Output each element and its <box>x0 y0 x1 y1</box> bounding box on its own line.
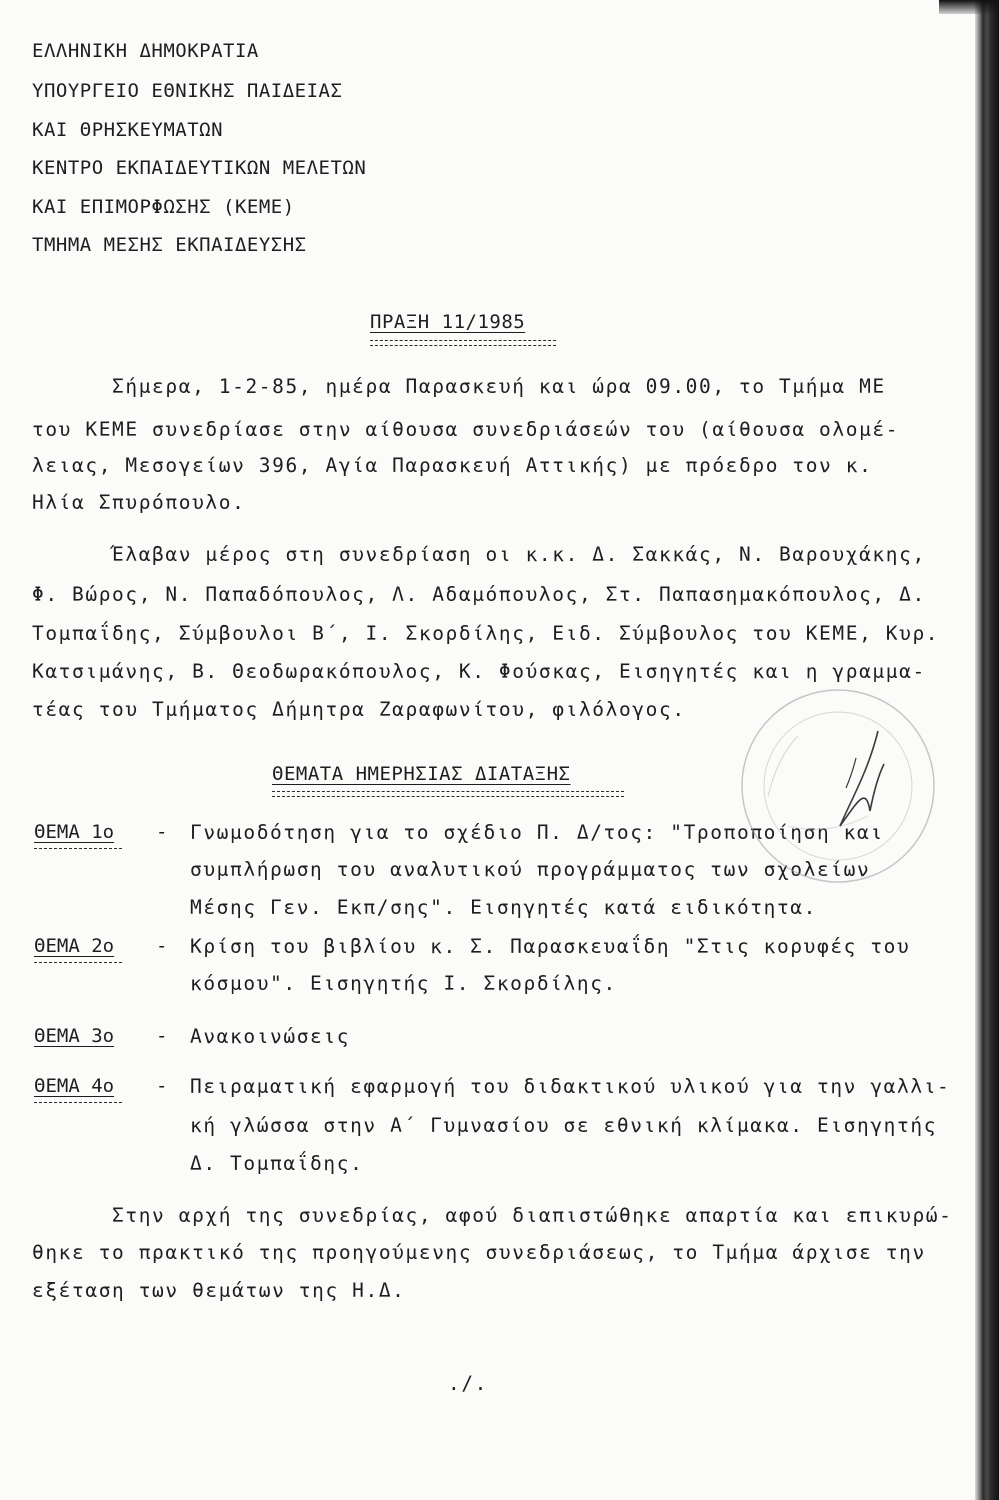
scan-corner-shadow <box>939 0 999 14</box>
header-line-5: ΚΑΙ ΕΠΙΜΟΡΦΩΣΗΣ (ΚΕΜΕ) <box>32 196 295 218</box>
title-double-underline <box>370 340 556 346</box>
stamp-and-signature <box>728 676 948 896</box>
header-line-6: ΤΜΗΜΑ ΜΕΣΗΣ ΕΚΠΑΙΔΕΥΣΗΣ <box>32 234 307 256</box>
agenda-item-2-line-1: Κρίση του βιβλίου κ. Σ. Παρασκευαΐδη "Στις κορυφές του <box>190 935 911 958</box>
book-binding-edge <box>975 0 999 1500</box>
agenda-item-1-line-2: συμπλήρωση του αναλυτικού προγράμματος των σχολείων <box>190 858 871 881</box>
paragraph2-line-1: Έλαβαν μέρος στη συνεδρίαση οι κ.κ. Δ. Σακκάς, Ν. Βαρουχάκης, <box>32 543 926 566</box>
header-line-2: ΥΠΟΥΡΓΕΙΟ ΕΘΝΙΚΗΣ ΠΑΙΔΕΙΑΣ <box>32 80 343 102</box>
agenda-item-4-dash: - <box>156 1075 168 1097</box>
agenda-item-1-label: ΘΕΜΑ 1ο <box>34 821 115 843</box>
paragraph1-line-3: λειας, Μεσογείων 396, Αγία Παρασκευή Αττικής) με πρόεδρο τον κ. <box>32 454 873 477</box>
agenda-item-1-line-1: Γνωμοδότηση για το σχέδιο Π. Δ/τος: "Τροποποίηση και <box>190 821 884 844</box>
agenda-item-2-dash: - <box>156 935 168 957</box>
agenda-item-4-line-2: κή γλώσσα στην Α΄ Γυμνασίου σε εθνική κλίμακα. Εισηγητής <box>190 1114 938 1137</box>
agenda-item-4-dashes <box>34 1102 122 1107</box>
agenda-heading: ΘΕΜΑΤΑ ΗΜΕΡΗΣΙΑΣ ΔΙΑΤΑΞΗΣ <box>272 763 571 785</box>
paragraph2-line-4: Κατσιμάνης, Β. Θεοδωρακόπουλος, Κ. Φούσκας, Εισηγητές και η γραμμα- <box>32 660 926 683</box>
agenda-item-4-label: ΘΕΜΑ 4ο <box>34 1075 115 1097</box>
agenda-item-3-label: ΘΕΜΑ 3ο <box>34 1025 115 1047</box>
header-line-3: ΚΑΙ ΘΡΗΣΚΕΥΜΑΤΩΝ <box>32 119 224 141</box>
paragraph1-line-2: του ΚΕΜΕ συνεδρίασε στην αίθουσα συνεδριάσεών του (αίθουσα ολομέ- <box>32 418 900 441</box>
paragraph2-line-2: Φ. Βώρος, Ν. Παπαδόπουλος, Λ. Αδαμόπουλος, Στ. Παπασημακόπουλος, Δ. <box>32 583 926 606</box>
paragraph2-line-3: Τομπαΐδης, Σύμβουλοι Β΄, Ι. Σκορδίλης, Ειδ. Σύμβουλος του ΚΕΜΕ, Κυρ. <box>32 622 940 645</box>
agenda-item-3-line-1: Ανακοινώσεις <box>190 1025 351 1048</box>
header-line-4: ΚΕΝΤΡΟ ΕΚΠΑΙΔΕΥΤΙΚΩΝ ΜΕΛΕΤΩΝ <box>32 157 367 179</box>
agenda-item-1-line-3: Μέσης Γεν. Εκπ/σης". Εισηγητές κατά ειδικότητα. <box>190 896 817 919</box>
paragraph1-line-4: Ηλία Σπυρόπουλο. <box>32 491 246 514</box>
agenda-item-4-line-3: Δ. Τομπαΐδης. <box>190 1152 364 1175</box>
agenda-item-2-line-2: κόσμου". Εισηγητής Ι. Σκορδίλης. <box>190 972 617 995</box>
header-line-1: ΕΛΛΗΝΙΚΗ ΔΗΜΟΚΡΑΤΙΑ <box>32 40 259 62</box>
agenda-item-4-line-1: Πειραματική εφαρμογή του διδακτικού υλικού για την γαλλι- <box>190 1075 951 1098</box>
agenda-item-1-dash: - <box>156 821 168 843</box>
paragraph3-line-3: εξέταση των θεμάτων της Η.Δ. <box>32 1279 406 1302</box>
agenda-item-1-dashes <box>34 848 122 853</box>
paragraph1-line-1: Σήμερα, 1-2-85, ημέρα Παρασκευή και ώρα 09.00, το Τμήμα ΜΕ <box>32 375 886 398</box>
paragraph3-line-2: θηκε το πρακτικό της προηγούμενης συνεδριάσεως, το Τμήμα άρχισε την <box>32 1241 926 1264</box>
agenda-item-3-dash: - <box>156 1025 168 1047</box>
paragraph3-line-1: Στην αρχή της συνεδρίας, αφού διαπιστώθηκε απαρτία και επικυρώ- <box>32 1204 953 1227</box>
agenda-heading-double-underline <box>272 791 624 797</box>
document-title: ΠΡΑΞΗ 11/1985 <box>370 311 526 333</box>
paragraph2-line-5: τέας του Τμήματος Δήμητρα Ζαραφωνίτου, φιλόλογος. <box>32 698 686 721</box>
continuation-mark: ./. <box>448 1372 489 1395</box>
agenda-item-2-label: ΘΕΜΑ 2ο <box>34 935 115 957</box>
agenda-item-2-dashes <box>34 962 122 967</box>
